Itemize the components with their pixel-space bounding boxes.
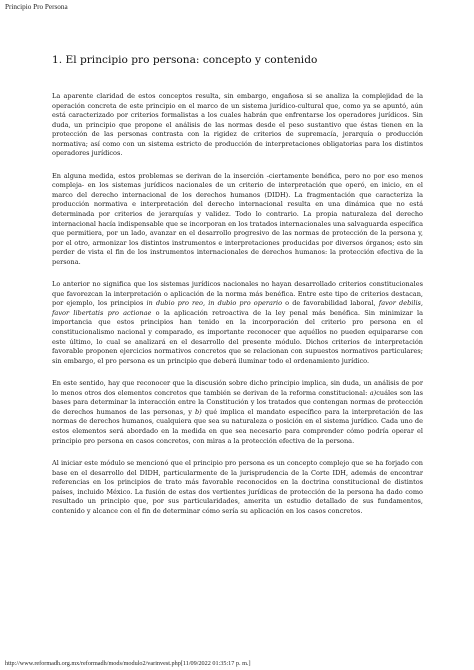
- paragraph-3-text-c: o la aplicación retroactiva de la ley penal más benéfica. Sin minimizar la importancia que estos principios han tenido en la incorporación del criterio pro persona en el constitucionalismo nacional y comparado, es importante reconocer que aquéllos no pueden equipararse con este último, lo cual se analizará en el desarrollo del presente módulo. Dichos criterios de interpretación favorable proponen ejercicios normativos concretos que se relacionan con supuestos normativos particulares; sin embargo, el pro persona es un principio que deberá iluminar todo el ordenamiento jurídico.: [52, 308, 423, 365]
- paragraph-4-text-a: En este sentido, hay que reconocer que la discusión sobre dicho principio implica, sin duda, un análisis de por lo menos otros dos elementos concretos que también se derivan de la reforma constitucional:: [52, 379, 423, 397]
- paragraph-4-italic-a: a): [369, 388, 377, 397]
- section-heading: 1. El principio pro persona: concepto y contenido: [52, 54, 318, 66]
- paragraph-4-text-b: cuáles son las bases para determinar la interacción entre la Constitución y los tratados que contengan normas de protección de derechos humanos de las personas, y: [52, 388, 424, 416]
- paragraph-4: [52, 379, 423, 446]
- paragraph-1: La aparente claridad de estos conceptos resulta, sin embargo, engañosa si se analiza la complejidad de la operación concreta de este principio en el marco de un sistema jurídico-cultural que, como ya se apuntó, aún está caracterizado por criterios formalistas a los cuales habrán que enfrentarse los operadores jurídicos. Sin duda, un principio que propone el análisis de las normas desde el peso sustantivo que éstas tienen en la protección de las personas contrasta con la rigidez de criterios de supremacía, jerarquía o producción normativa; así como con un sistema estricto de producción de interpretaciones obligatorias para los distintos operadores jurídicos.: [52, 92, 423, 158]
- paragraph-4-text-c: qué implica el mandato específico para la interpretación de las normas de derechos humanos, cualquiera que sea su naturaleza o posición en el sistema jurídico. Cada uno de estos elementos será abordado en la medida en que sea necesario para comprender cómo podría operar el principio pro persona en casos concretos, con miras a la protección efectiva de la persona.: [52, 407, 423, 445]
- paragraph-2: En alguna medida, estos problemas se derivan de la inserción -ciertamente benéfica, pero no por eso menos compleja- en los sistemas jurídicos nacionales de un criterio de interpretación que operó, en inicio, en el marco del derecho internacional de los derechos humanos (DIDH). La fragmentación que caracteriza la producción normativa e interpretación del derecho internacional resulta en una dinámica que no está determinada por criterios de jerarquías y validez. Todo lo contrario. La propia naturaleza del derecho internacional hacía indispensable que se incorporan en los tratados internacionales una salvaguarda específica que permitiera, por un lado, avanzar en el desarrollo progresivo de las normas de protección de la persona y, por el otro, armonizar los distintos instrumentos e interpretaciones producidas por diversos órganos; esto sin perder de vista el fin de los instrumentos internacionales de derechos humanos: la protección efectiva de la persona.: [52, 171, 423, 266]
- paragraph-3-italic-a: in dubio pro reo, in dubio pro operario: [146, 299, 283, 308]
- paragraph-3-text-a: Lo anterior no significa que los sistemas jurídicos nacionales no hayan desarrollado criterios constitucionales que favorezcan la interpretación o aplicación de la norma más benéfica. Entre este tipo de criterios destacan, por ejemplo, los principios: [52, 280, 423, 308]
- print-header-title: Principio Pro Persona: [5, 3, 68, 11]
- article-body: [52, 92, 423, 529]
- paragraph-3-text-b: o de favorabilidad laboral,: [282, 299, 379, 308]
- paragraph-3: [52, 280, 423, 366]
- print-footer-url: http://www.reformadh.org.mx/reformadh/mods/modulo2/varinvest.php[11/09/2022 01:35:17 p. m.]: [5, 660, 251, 667]
- paragraph-3-italic-b: favor debilis, favor libertatis pro actionae: [52, 299, 423, 317]
- paragraph-5: Al iniciar este módulo se mencionó que el principio pro persona es un concepto complejo que se ha forjado con base en el desarrollo del DIDH, particularmente de la jurisprudencia de la Corte IDH, además de encontrar referencias en los principios de trato más favorable reconocidos en la doctrina constitucional de distintos países, incluido México. La fusión de estas dos vertientes jurídicas de protección de la persona ha dado como resultado un principio que, por sus particularidades, amerita un estudio detallado de sus fundamentos, contenido y alcance con el fin de determinar cómo sería su aplicación en los casos concretos.: [52, 459, 423, 515]
- paragraph-4-italic-b: b): [194, 407, 202, 416]
